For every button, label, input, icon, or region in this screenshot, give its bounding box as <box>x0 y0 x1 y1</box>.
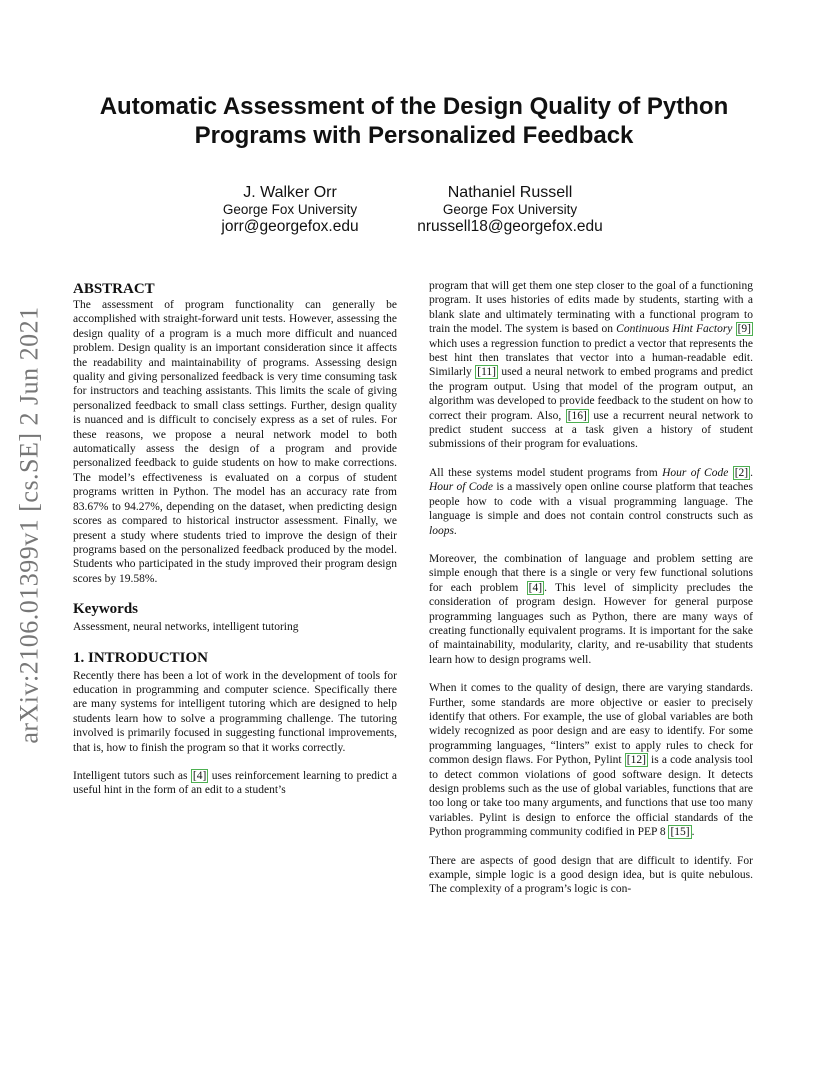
text-run: which uses a regression function to predict a vector that represents the best hint then translates that vector into a human-readable edit. Similarly <box>429 337 753 379</box>
text-run: . <box>453 524 457 537</box>
text-run: Intelligent tutors such as <box>73 769 191 782</box>
emphasis-text: Hour of Code <box>662 466 729 479</box>
author-block-2 <box>400 183 620 236</box>
citation-link[interactable]: [16] <box>567 409 587 422</box>
citation-link[interactable]: [4] <box>192 769 207 782</box>
author-name: Nathaniel Russell <box>447 184 573 201</box>
body-paragraph-3 <box>429 552 753 667</box>
text-run: All these systems model student programs from <box>429 466 663 479</box>
author-name: J. Walker Orr <box>243 184 337 201</box>
author-affiliation: George Fox University <box>442 202 578 217</box>
text-run: Moreover, the combination of language and problem setting are simple enough that there is a single or very few functional solutions for each problem <box>429 552 753 594</box>
abstract-heading: ABSTRACT <box>73 281 155 297</box>
citation-link[interactable]: [11] <box>477 366 496 379</box>
citation-link[interactable]: [9] <box>737 323 752 336</box>
citation-link[interactable]: [4] <box>528 581 543 594</box>
text-run: uses reinforcement learning to predict a useful hint in the form of an edit to a student’s <box>73 769 397 797</box>
introduction-paragraph-2 <box>73 769 397 798</box>
text-run: When it comes to the quality of design, there are varying standards. Further, some standards are more objective or easier to precisely identify that others. For example, the use of global variables are both widely recognized as poor design and are easy to identify. For some programming languages, “linters” exist to apply rules to check for common design flaws. For Python, Pylint <box>429 682 753 767</box>
introduction-heading: 1. INTRODUCTION <box>73 649 209 666</box>
arxiv-id: arXiv:2106.01399v1 [cs.SE] 2 Jun 2021 <box>15 306 45 744</box>
title-line-2: Programs with Personalized Feedback <box>194 122 634 149</box>
body-paragraph-2 <box>429 466 753 538</box>
arxiv-stamp <box>8 300 52 750</box>
text-run: use a recurrent neural network to predict student success at a task given a history of student submissions of their program for evaluations. <box>429 409 753 451</box>
keywords-heading: Keywords <box>73 601 138 618</box>
text-run: is a massively open online course platform that teaches people how to code with a visual programming language. The language is simple and does not contain control constructs such as <box>429 481 754 523</box>
body-paragraph-1 <box>429 279 753 452</box>
introduction-paragraph-1: Recently there has been a lot of work in the development of tools for education in programming and computer science. Specifically there are many systems for intelligent tutoring which are designed to help students learn how to solve a programming challenge. The tutoring involved is primarily focused in suggesting functional improvements, that is, how to finish the program so that it works correctly. <box>73 669 397 754</box>
keywords-text: Assessment, neural networks, intelligent tutoring <box>73 621 299 634</box>
paper-title <box>60 92 768 150</box>
author-block-1 <box>190 183 390 236</box>
text-run: is a code analysis tool to detect common violations of good software design. It detects design problems such as the use of global variables, functions that are too long or take too many arguments, and functions that use too many variables. Pylint is design to enforce the official standards of the Python programming community codified in PEP 8 <box>429 754 753 839</box>
body-paragraph-4 <box>429 681 753 839</box>
body-paragraph-5: There are aspects of good design that are difficult to identify. For example, simple logic is a good design idea, but is quite nebulous. The complexity of a program’s logic is con- <box>429 854 753 896</box>
emphasis-text: Continuous Hint Factory <box>616 323 733 336</box>
author-email: nrussell18@georgefox.edu <box>417 218 603 235</box>
citation-link[interactable]: [15] <box>670 826 690 839</box>
text-run: . <box>750 466 754 479</box>
citation-link[interactable]: [12] <box>626 754 646 767</box>
emphasis-text: Hour of Code <box>429 481 494 494</box>
author-email: jorr@georgefox.edu <box>221 218 359 235</box>
right-column <box>429 280 753 911</box>
text-run: . This level of simplicity precludes the consideration of program design. However for general purpose programming languages such as Python, there are many ways of creating functionally equivalent programs. It is important for the sake of maintainability, modularity, clarity, and re-usability that students learn how to design programs well. <box>429 581 753 666</box>
title-line-1: Automatic Assessment of the Design Quality of Python <box>99 93 729 120</box>
text-run: . <box>691 826 695 839</box>
emphasis-text: loops <box>429 524 454 537</box>
text-run: program that will get them one step closer to the goal of a functioning program. It uses histories of edits made by students, starting with a blank slate and ultimately terminating with a functional program to train the model. The system is based on <box>429 280 753 336</box>
text-run: used a neural network to embed programs and predict the program output. Using that model of the program output, an algorithm was developed to provide feedback to the student on how to correct their program. Also, <box>429 366 753 422</box>
abstract-text: The assessment of program functionality can generally be accomplished with straight-forward unit tests. However, assessing the design quality of a program is a much more difficult and nuanced problem. Design quality is an important consideration since it affects the readability and maintainability of programs. Assessing design quality and giving personalized feedback is very time consuming task for instructors and teaching assistants. This limits the scale of giving personalized feedback to small class settings. Further, design quality is nuanced and is difficult to concisely express as a set of rules. For these reasons, we propose a neural network model to both automatically assess the design of a program and provide personalized feedback to guide students on how to make corrections. The model’s effectiveness is evaluated on a corpus of student programs written in Python. The model has an accuracy rate from 83.67% to 94.27%, depending on the dataset, when predicting design scores as compared to historical instructor assessment. Finally, we present a study where students tried to improve the design of their programs based on the personalized feedback produced by the model. Students who participated in the study improved their program design scores by 19.58%. <box>73 299 397 585</box>
left-column <box>73 280 397 812</box>
author-affiliation: George Fox University <box>222 202 358 217</box>
citation-link[interactable]: [2] <box>734 466 749 479</box>
